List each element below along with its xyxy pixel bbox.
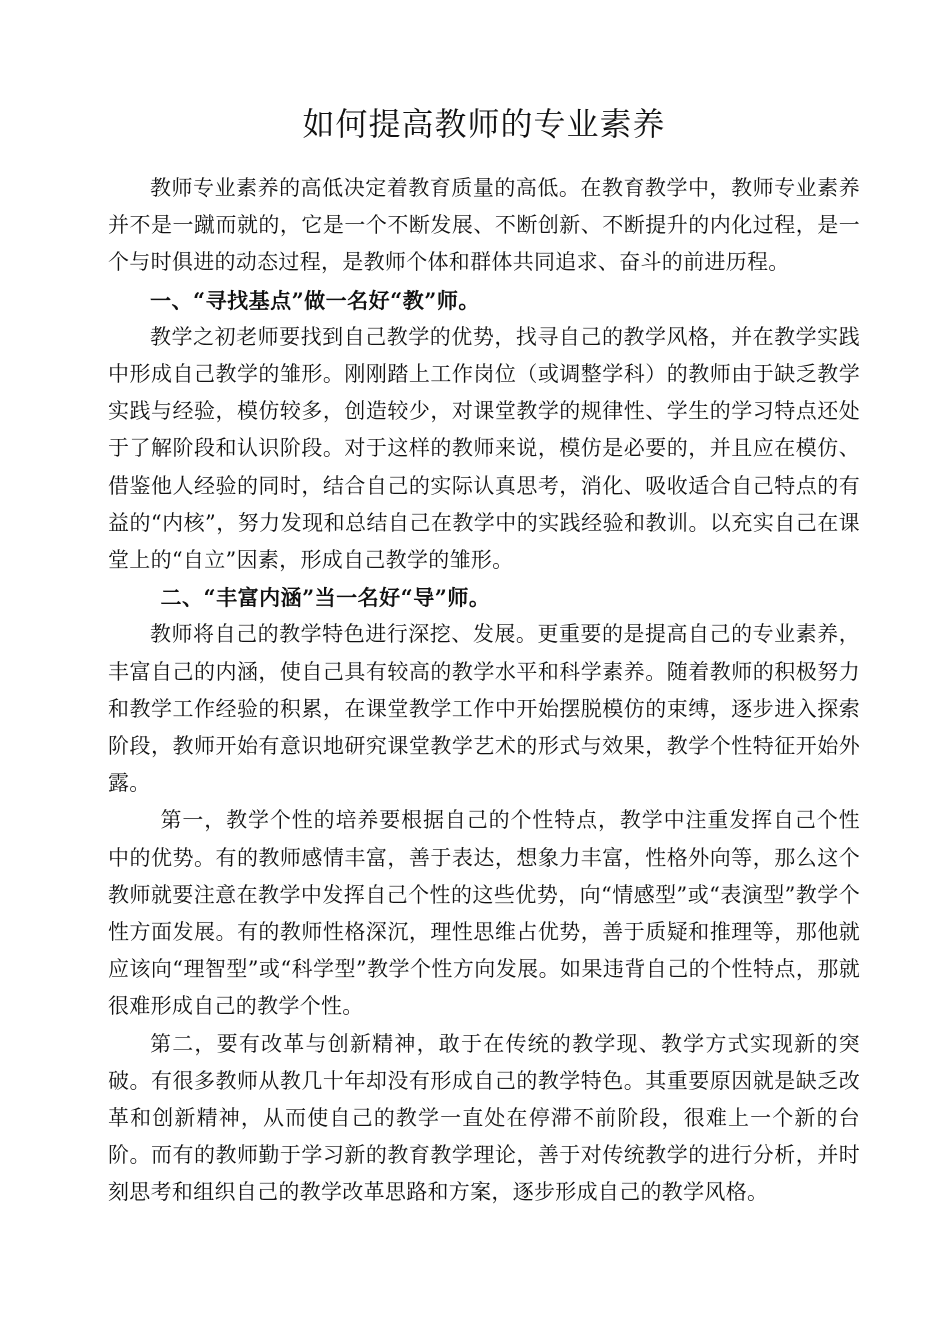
section-2-point-1: 第一，教学个性的培养要根据自己的个性特点，教学中注重发挥自己个性中的优势。有的教师感情丰富，善于表达，想象力丰富，性格外向等，那么这个教师就要注意在教学中发挥自己个性的这些优势，向“情感型”或“表演型”教学个性方面发展。有的教师性格深沉，理性思维占优势，善于质疑和推理等，那他就应该向“理智型”或“科学型”教学个性方向发展。如果违背自己的个性特点，那就很难形成自己的教学个性。 (108, 808, 860, 1019)
intro-paragraph: 教师专业素养的高低决定着教育质量的高低。在教育教学中，教师专业素养并不是一蹴而就的，它是一个不断发展、不断创新、不断提升的内化过程，是一个与时俱进的动态过程，是教师个体和群体共同追求、奋斗的前进历程。 (108, 176, 860, 275)
section-2-point-2: 第二，要有改革与创新精神，敢于在传统的教学现、教学方式实现新的突破。有很多教师从教几十年却没有形成自己的教学特色。其重要原因就是缺乏改革和创新精神，从而使自己的教学一直处在停滞不前阶段，很难上一个新的台阶。而有的教师勤于学习新的教育教学理论，善于对传统教学的进行分析，并时刻思考和组织自己的教学改革思路和方案，逐步形成自己的教学风格。 (108, 1031, 860, 1205)
section-1-paragraph: 教学之初老师要找到自己教学的优势，找寻自己的教学风格，并在教学实践中形成自己教学的雏形。刚刚踏上工作岗位（或调整学科）的教师由于缺乏教学实践与经验，模仿较多，创造较少，对课堂教学的规律性、学生的学习特点还处于了解阶段和认识阶段。对于这样的教师来说，模仿是必要的，并且应在模仿、借鉴他人经验的同时，结合自己的实际认真思考，消化、吸收适合自己特点的有益的“内核”，努力发现和总结自己在教学中的实践经验和教训。以充实自己在课堂上的“自立”因素，形成自己教学的雏形。 (108, 324, 860, 573)
section-2-heading: 二、“丰富内涵”当一名好“导”师。 (160, 585, 491, 611)
section-2-paragraph: 教师将自己的教学特色进行深挖、发展。更重要的是提高自己的专业素养，丰富自己的内涵，使自己具有较高的教学水平和科学素养。随着教师的积极努力和教学工作经验的积累，在课堂教学工作中开始摆脱模仿的束缚，逐步进入探索阶段，教师开始有意识地研究课堂教学艺术的形式与效果，教学个性特征开始外露。 (108, 622, 860, 796)
section-1-heading: 一、“寻找基点”做一名好“教”师。 (150, 287, 480, 313)
document-page (108, 100, 860, 1212)
document-title: 如何提高教师的专业素养 (302, 105, 666, 143)
